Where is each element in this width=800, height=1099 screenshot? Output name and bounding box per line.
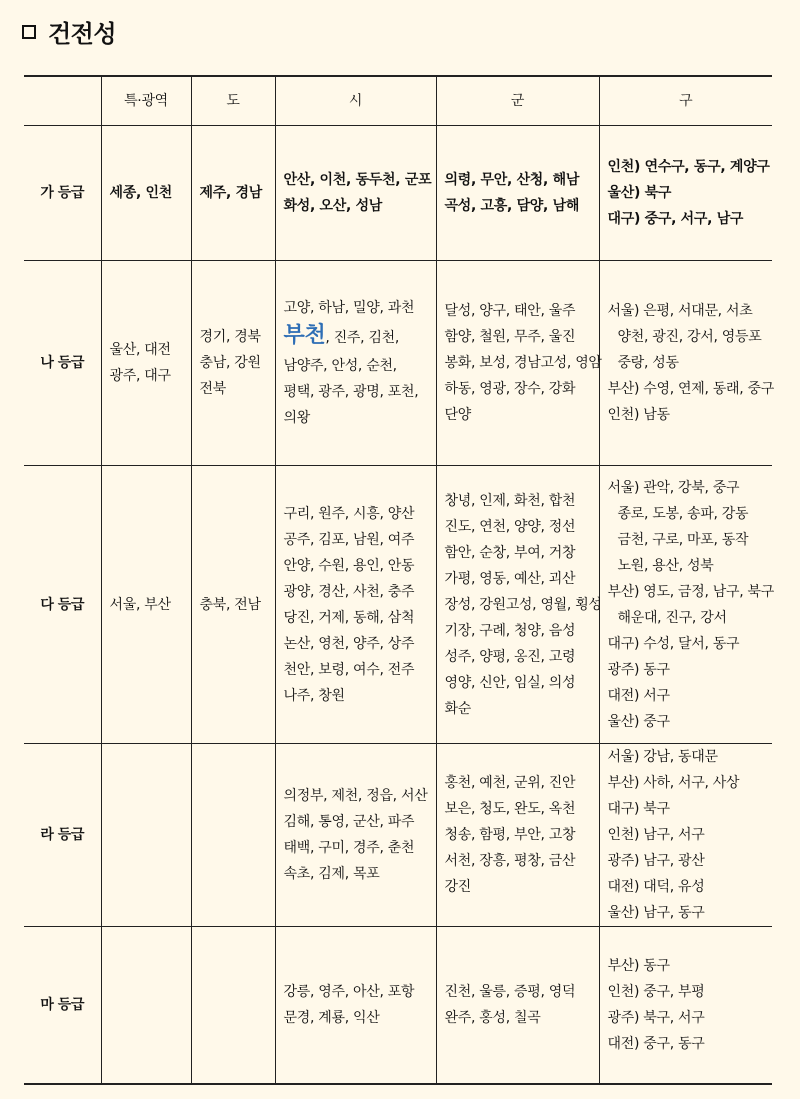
text-line: 울산, 대전 bbox=[109, 342, 171, 358]
text-line: 홍천, 예천, 군위, 진안 bbox=[444, 775, 576, 791]
text-line: 서울) 강남, 동대문 bbox=[607, 749, 718, 765]
text-line bbox=[284, 321, 428, 353]
grade-cell bbox=[24, 927, 101, 1084]
grade-suffix: 등급 bbox=[57, 185, 85, 201]
text-line: 대전) 서구 bbox=[607, 687, 670, 704]
text-line: 제주, 경남 bbox=[199, 185, 262, 201]
text-line: 울산) 북구 bbox=[607, 185, 672, 201]
grade-cell bbox=[24, 126, 101, 261]
soundness-grade-table bbox=[24, 75, 772, 1085]
text-line: 화성, 오산, 성남 bbox=[283, 198, 383, 214]
city-cell bbox=[275, 466, 436, 744]
header-province: 도 bbox=[191, 76, 275, 126]
grade-letter: 가 bbox=[40, 185, 54, 201]
text-line: 안산, 이천, 동두천, 군포 bbox=[283, 172, 432, 188]
text-line: 대구) 북구 bbox=[607, 801, 670, 817]
text-line: 금천, 구로, 마포, 동작 bbox=[617, 531, 749, 548]
text-line: 광주) 동구 bbox=[607, 661, 670, 678]
text-line: 봉화, 보성, 경남고성, 영암 bbox=[444, 355, 602, 371]
text-line: 경기, 경북 bbox=[199, 329, 261, 345]
text-line: 부산) 수영, 연제, 동래, 중구 bbox=[607, 381, 774, 397]
special-cell bbox=[101, 261, 191, 466]
text-line: 인천) 연수구, 동구, 계양구 bbox=[607, 159, 770, 175]
text-line: 서천, 장흥, 평창, 금산 bbox=[444, 853, 576, 869]
text-line: 함양, 철원, 무주, 울진 bbox=[444, 329, 576, 345]
text-line: 강릉, 영주, 아산, 포항 bbox=[283, 983, 415, 1000]
text-line: 대구) 중구, 서구, 남구 bbox=[607, 211, 744, 227]
title-text: 건전성 bbox=[48, 20, 117, 48]
text-fragment: , 진주, 김천, bbox=[325, 330, 400, 346]
text-line: 논산, 영천, 양주, 상주 bbox=[283, 635, 415, 652]
text-line: 전북 bbox=[199, 381, 226, 397]
province-cell bbox=[191, 927, 275, 1084]
city-cell bbox=[275, 261, 436, 466]
text-line: 부산) 사하, 서구, 사상 bbox=[607, 775, 740, 791]
text-line: 평택, 광주, 광명, 포천, bbox=[283, 384, 419, 400]
text-line: 종로, 도봉, 송파, 강동 bbox=[617, 505, 749, 522]
county-cell bbox=[436, 466, 602, 744]
text-line: 공주, 김포, 남원, 여주 bbox=[283, 531, 415, 548]
special-cell bbox=[101, 126, 191, 261]
highlighted-city: 부천 bbox=[283, 323, 326, 348]
text-line: 당진, 거제, 동해, 삼척 bbox=[283, 609, 415, 626]
text-line: 문경, 계룡, 익산 bbox=[283, 1009, 380, 1026]
text-line: 단양 bbox=[444, 407, 471, 423]
text-line: 대전) 대덕, 유성 bbox=[607, 879, 705, 895]
province-cell bbox=[191, 744, 275, 927]
district-cell bbox=[599, 927, 772, 1084]
header-county: 군 bbox=[436, 76, 599, 126]
text-line: 인천) 중구, 부평 bbox=[607, 983, 705, 1000]
header-special-city: 특·광역 bbox=[101, 76, 191, 126]
text-line: 의왕 bbox=[283, 410, 310, 426]
text-line: 태백, 구미, 경주, 춘천 bbox=[283, 840, 415, 856]
district-cell bbox=[599, 261, 772, 466]
province-cell bbox=[191, 466, 275, 744]
text-line: 광주, 대구 bbox=[109, 368, 171, 384]
table-row bbox=[24, 126, 772, 261]
text-line: 부산) 영도, 금정, 남구, 북구 bbox=[607, 583, 774, 600]
text-line: 창녕, 인제, 화천, 합천 bbox=[444, 492, 576, 509]
grade-letter: 마 bbox=[40, 996, 54, 1013]
county-cell bbox=[436, 744, 599, 927]
text-line: 인천) 남동 bbox=[607, 407, 670, 423]
text-line: 하동, 영광, 장수, 강화 bbox=[444, 381, 576, 397]
checkbox-square-icon bbox=[22, 25, 36, 39]
text-line: 광주) 북구, 서구 bbox=[607, 1009, 705, 1026]
special-cell bbox=[101, 744, 191, 927]
grade-cell bbox=[24, 466, 101, 744]
text-line: 곡성, 고흥, 담양, 남해 bbox=[444, 198, 580, 214]
grade-letter: 다 bbox=[40, 596, 54, 613]
grade-suffix: 등급 bbox=[57, 827, 85, 843]
text-line: 대구) 수성, 달서, 동구 bbox=[607, 635, 740, 652]
district-cell bbox=[599, 126, 772, 261]
text-line: 울산) 남구, 동구 bbox=[607, 905, 705, 921]
section-title bbox=[22, 14, 116, 49]
header-row bbox=[24, 76, 772, 126]
text-line: 해운대, 진구, 강서 bbox=[617, 609, 727, 626]
city-cell bbox=[275, 744, 436, 927]
text-line: 의령, 무안, 산청, 해남 bbox=[444, 172, 580, 188]
text-line: 세종, 인천 bbox=[109, 185, 172, 201]
county-cell bbox=[436, 261, 602, 466]
text-line: 기장, 구례, 청양, 음성 bbox=[444, 622, 576, 639]
grade-suffix: 등급 bbox=[57, 996, 85, 1013]
text-line: 양천, 광진, 강서, 영등포 bbox=[617, 329, 762, 345]
text-line: 구리, 원주, 시흥, 양산 bbox=[283, 505, 415, 522]
text-line: 남양주, 안성, 순천, bbox=[283, 358, 397, 374]
text-line: 진도, 연천, 양양, 정선 bbox=[444, 518, 576, 535]
text-line: 광주) 남구, 광산 bbox=[607, 853, 705, 869]
text-line: 완주, 홍성, 칠곡 bbox=[444, 1009, 541, 1026]
text-line: 청송, 함평, 부안, 고창 bbox=[444, 827, 576, 843]
province-cell bbox=[191, 261, 275, 466]
province-cell bbox=[191, 126, 275, 261]
text-line: 중랑, 성동 bbox=[617, 355, 679, 371]
header-city: 시 bbox=[275, 76, 436, 126]
table-row bbox=[24, 927, 772, 1084]
text-line: 나주, 창원 bbox=[283, 687, 345, 704]
grade-suffix: 등급 bbox=[57, 355, 85, 371]
text-line: 장성, 강원고성, 영월, 횡성 bbox=[444, 596, 602, 613]
table-row bbox=[24, 261, 772, 466]
text-line: 고양, 하남, 밀양, 과천 bbox=[283, 300, 415, 316]
text-line: 천안, 보령, 여수, 전주 bbox=[283, 661, 415, 678]
text-line: 영양, 신안, 임실, 의성 bbox=[444, 674, 576, 691]
special-cell bbox=[101, 927, 191, 1084]
grade-letter: 나 bbox=[40, 355, 54, 371]
text-line: 성주, 양평, 옹진, 고령 bbox=[444, 648, 576, 665]
text-line: 보은, 청도, 완도, 옥천 bbox=[444, 801, 576, 817]
text-line: 가평, 영동, 예산, 괴산 bbox=[444, 570, 576, 587]
table-row bbox=[24, 466, 772, 744]
grade-suffix: 등급 bbox=[57, 596, 85, 613]
header-district: 구 bbox=[599, 76, 772, 126]
grade-cell bbox=[24, 744, 101, 927]
text-line: 안양, 수원, 용인, 안동 bbox=[283, 557, 415, 574]
text-line: 서울) 관악, 강북, 중구 bbox=[607, 479, 740, 496]
text-line: 대전) 중구, 동구 bbox=[607, 1035, 705, 1052]
special-cell bbox=[101, 466, 191, 744]
text-line: 함안, 순창, 부여, 거창 bbox=[444, 544, 576, 561]
text-line: 노원, 용산, 성북 bbox=[617, 557, 714, 574]
text-line: 울산) 중구 bbox=[607, 713, 670, 730]
text-line: 속초, 김제, 목포 bbox=[283, 866, 380, 882]
grade-letter: 라 bbox=[40, 827, 54, 843]
city-cell bbox=[275, 927, 436, 1084]
text-line: 김해, 통영, 군산, 파주 bbox=[283, 814, 415, 830]
district-cell bbox=[599, 744, 772, 927]
text-line: 화순 bbox=[444, 700, 471, 717]
text-line: 광양, 경산, 사천, 충주 bbox=[283, 583, 415, 600]
city-cell bbox=[275, 126, 436, 261]
county-cell bbox=[436, 126, 599, 261]
text-line: 충북, 전남 bbox=[199, 596, 261, 613]
text-line: 의정부, 제천, 정읍, 서산 bbox=[283, 788, 428, 804]
text-line: 강진 bbox=[444, 879, 471, 895]
text-line: 진천, 울릉, 증평, 영덕 bbox=[444, 983, 576, 1000]
county-cell bbox=[436, 927, 599, 1084]
table-row bbox=[24, 744, 772, 927]
district-cell bbox=[599, 466, 772, 744]
grade-cell bbox=[24, 261, 101, 466]
text-line: 부산) 동구 bbox=[607, 957, 670, 974]
text-line: 서울, 부산 bbox=[109, 596, 171, 613]
header-grade bbox=[24, 76, 101, 126]
text-line: 충남, 강원 bbox=[199, 355, 261, 371]
text-line: 달성, 양구, 태안, 울주 bbox=[444, 303, 576, 319]
text-line: 서울) 은평, 서대문, 서초 bbox=[607, 303, 753, 319]
text-line: 인천) 남구, 서구 bbox=[607, 827, 705, 843]
